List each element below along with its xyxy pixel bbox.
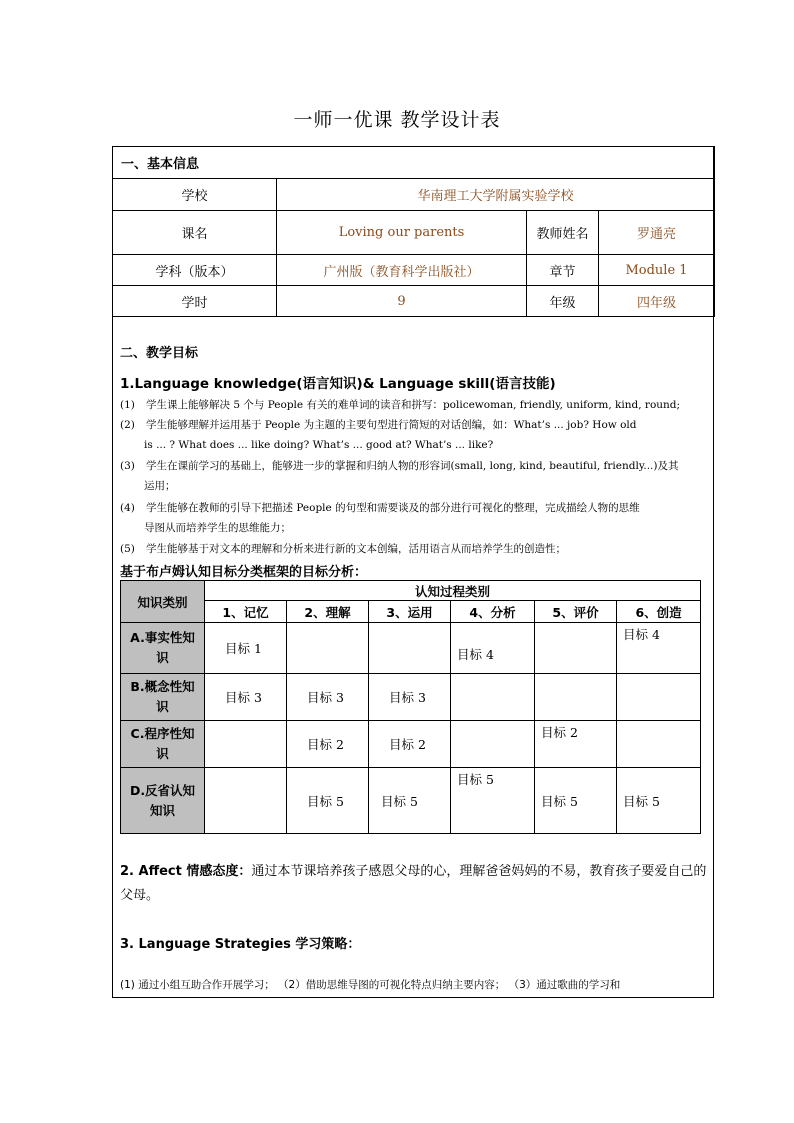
table-cell: 目标 5 [287, 768, 369, 834]
affect-paragraph [120, 860, 710, 908]
table-cell: 目标 1 [205, 623, 287, 674]
chapter-label: 章节 [527, 255, 599, 286]
table-row [121, 768, 701, 834]
knowledge-category-header: 知识类别 [121, 581, 205, 623]
table-cell: 目标 4 [617, 623, 701, 674]
objective-2: (2) 学生能够理解并运用基于 People 为主题的主要句型进行简短的对话创编，如：What’s ... job? How old is ... ? What does ... like doing? What’s ... good at? What’s ... like? [120, 419, 637, 451]
row-label-metacognitive: D.反省认知 知识 [121, 768, 205, 834]
table-cell: 目标 4 [451, 623, 535, 674]
table-cell: 目标 2 [535, 721, 617, 768]
table-cell: 目标 5 [451, 768, 535, 834]
table-row [121, 623, 701, 674]
column-remember: 1、记忆 [205, 601, 287, 623]
table-cell: 目标 5 [617, 768, 701, 834]
objective-4: (4) 学生能够在教师的引导下把描述 People 的句型和需要谈及的部分进行可视化的整理，完成描绘人物的思维 导图从而培养学生的思维能力； [120, 502, 640, 534]
table-cell [451, 674, 535, 721]
column-apply: 3、运用 [369, 601, 451, 623]
table-cell [535, 623, 617, 674]
table-row [121, 721, 701, 768]
course-value: Loving our parents [277, 211, 527, 255]
strategies-text: (1) 通过小组互助合作开展学习； （2）借助思维导图的可视化特点归纳主要内容； （3）通过歌曲的学习和 [120, 979, 621, 991]
table-cell: 目标 3 [287, 674, 369, 721]
objective-5: (5) 学生能够基于对文本的理解和分析来进行新的文本创编，活用语言从而培养学生的创造性； [120, 543, 566, 555]
affect-label: 2. Affect 情感态度： [120, 864, 252, 879]
basic-info-table [112, 146, 715, 317]
strategies-heading: 3. Language Strategies 学习策略： [120, 937, 361, 952]
cognitive-process-header: 认知过程类别 [205, 581, 701, 601]
table-cell [205, 768, 287, 834]
section-basic-info: 一、基本信息 [113, 147, 715, 179]
table-cell [205, 721, 287, 768]
bloom-heading: 基于布卢姆认知目标分类框架的目标分析： [120, 565, 368, 580]
row-label-procedural: C.程序性知 识 [121, 721, 205, 768]
table-cell: 目标 2 [369, 721, 451, 768]
table-cell: 目标 5 [369, 768, 451, 834]
chapter-value: Module 1 [599, 255, 715, 286]
column-understand: 2、理解 [287, 601, 369, 623]
column-create: 6、创造 [617, 601, 701, 623]
objective-1: (1) 学生课上能够解决 5 个与 People 有关的难单词的读音和拼写：policewoman, friendly, uniform, kind, round; [120, 399, 681, 411]
table-cell: 目标 2 [287, 721, 369, 768]
table-cell: 目标 5 [535, 768, 617, 834]
row-label-conceptual: B.概念性知 识 [121, 674, 205, 721]
row-label-factual: A.事实性知 识 [121, 623, 205, 674]
table-cell [535, 674, 617, 721]
table-row [121, 674, 701, 721]
table-cell: 目标 3 [369, 674, 451, 721]
subject-label: 学科（版本） [113, 255, 277, 286]
school-label: 学校 [113, 179, 277, 211]
table-cell [369, 623, 451, 674]
table-cell: 目标 3 [205, 674, 287, 721]
bloom-taxonomy-table [120, 580, 701, 834]
grade-value: 四年级 [599, 286, 715, 317]
column-evaluate: 5、评价 [535, 601, 617, 623]
course-label: 课名 [113, 211, 277, 255]
column-analyze: 4、分析 [451, 601, 535, 623]
table-cell [451, 721, 535, 768]
table-cell [617, 721, 701, 768]
grade-label: 年级 [527, 286, 599, 317]
subject-value: 广州版（教育科学出版社） [277, 255, 527, 286]
teacher-label: 教师姓名 [527, 211, 599, 255]
school-value: 华南理工大学附属实验学校 [277, 179, 715, 211]
table-cell [617, 674, 701, 721]
objective-3: (3) 学生在课前学习的基础上，能够进一步的掌握和归纳人物的形容词(small, long, kind, beautiful, friendly...)及其 运用； [120, 460, 679, 492]
affect-text: 通过本节课培养孩子感恩父母的心，理解爸爸妈妈的不易，教育孩子要爱自己的父母。 [120, 864, 707, 903]
table-cell [287, 623, 369, 674]
hours-label: 学时 [113, 286, 277, 317]
document-title: 一师一优课 教学设计表 [293, 109, 501, 131]
language-knowledge-heading: 1.Language knowledge(语言知识)& Language skill(语言技能) [120, 376, 556, 392]
teacher-value: 罗通亮 [599, 211, 715, 255]
section-teaching-goals: 二、教学目标 [120, 346, 199, 361]
hours-value: 9 [277, 286, 527, 317]
